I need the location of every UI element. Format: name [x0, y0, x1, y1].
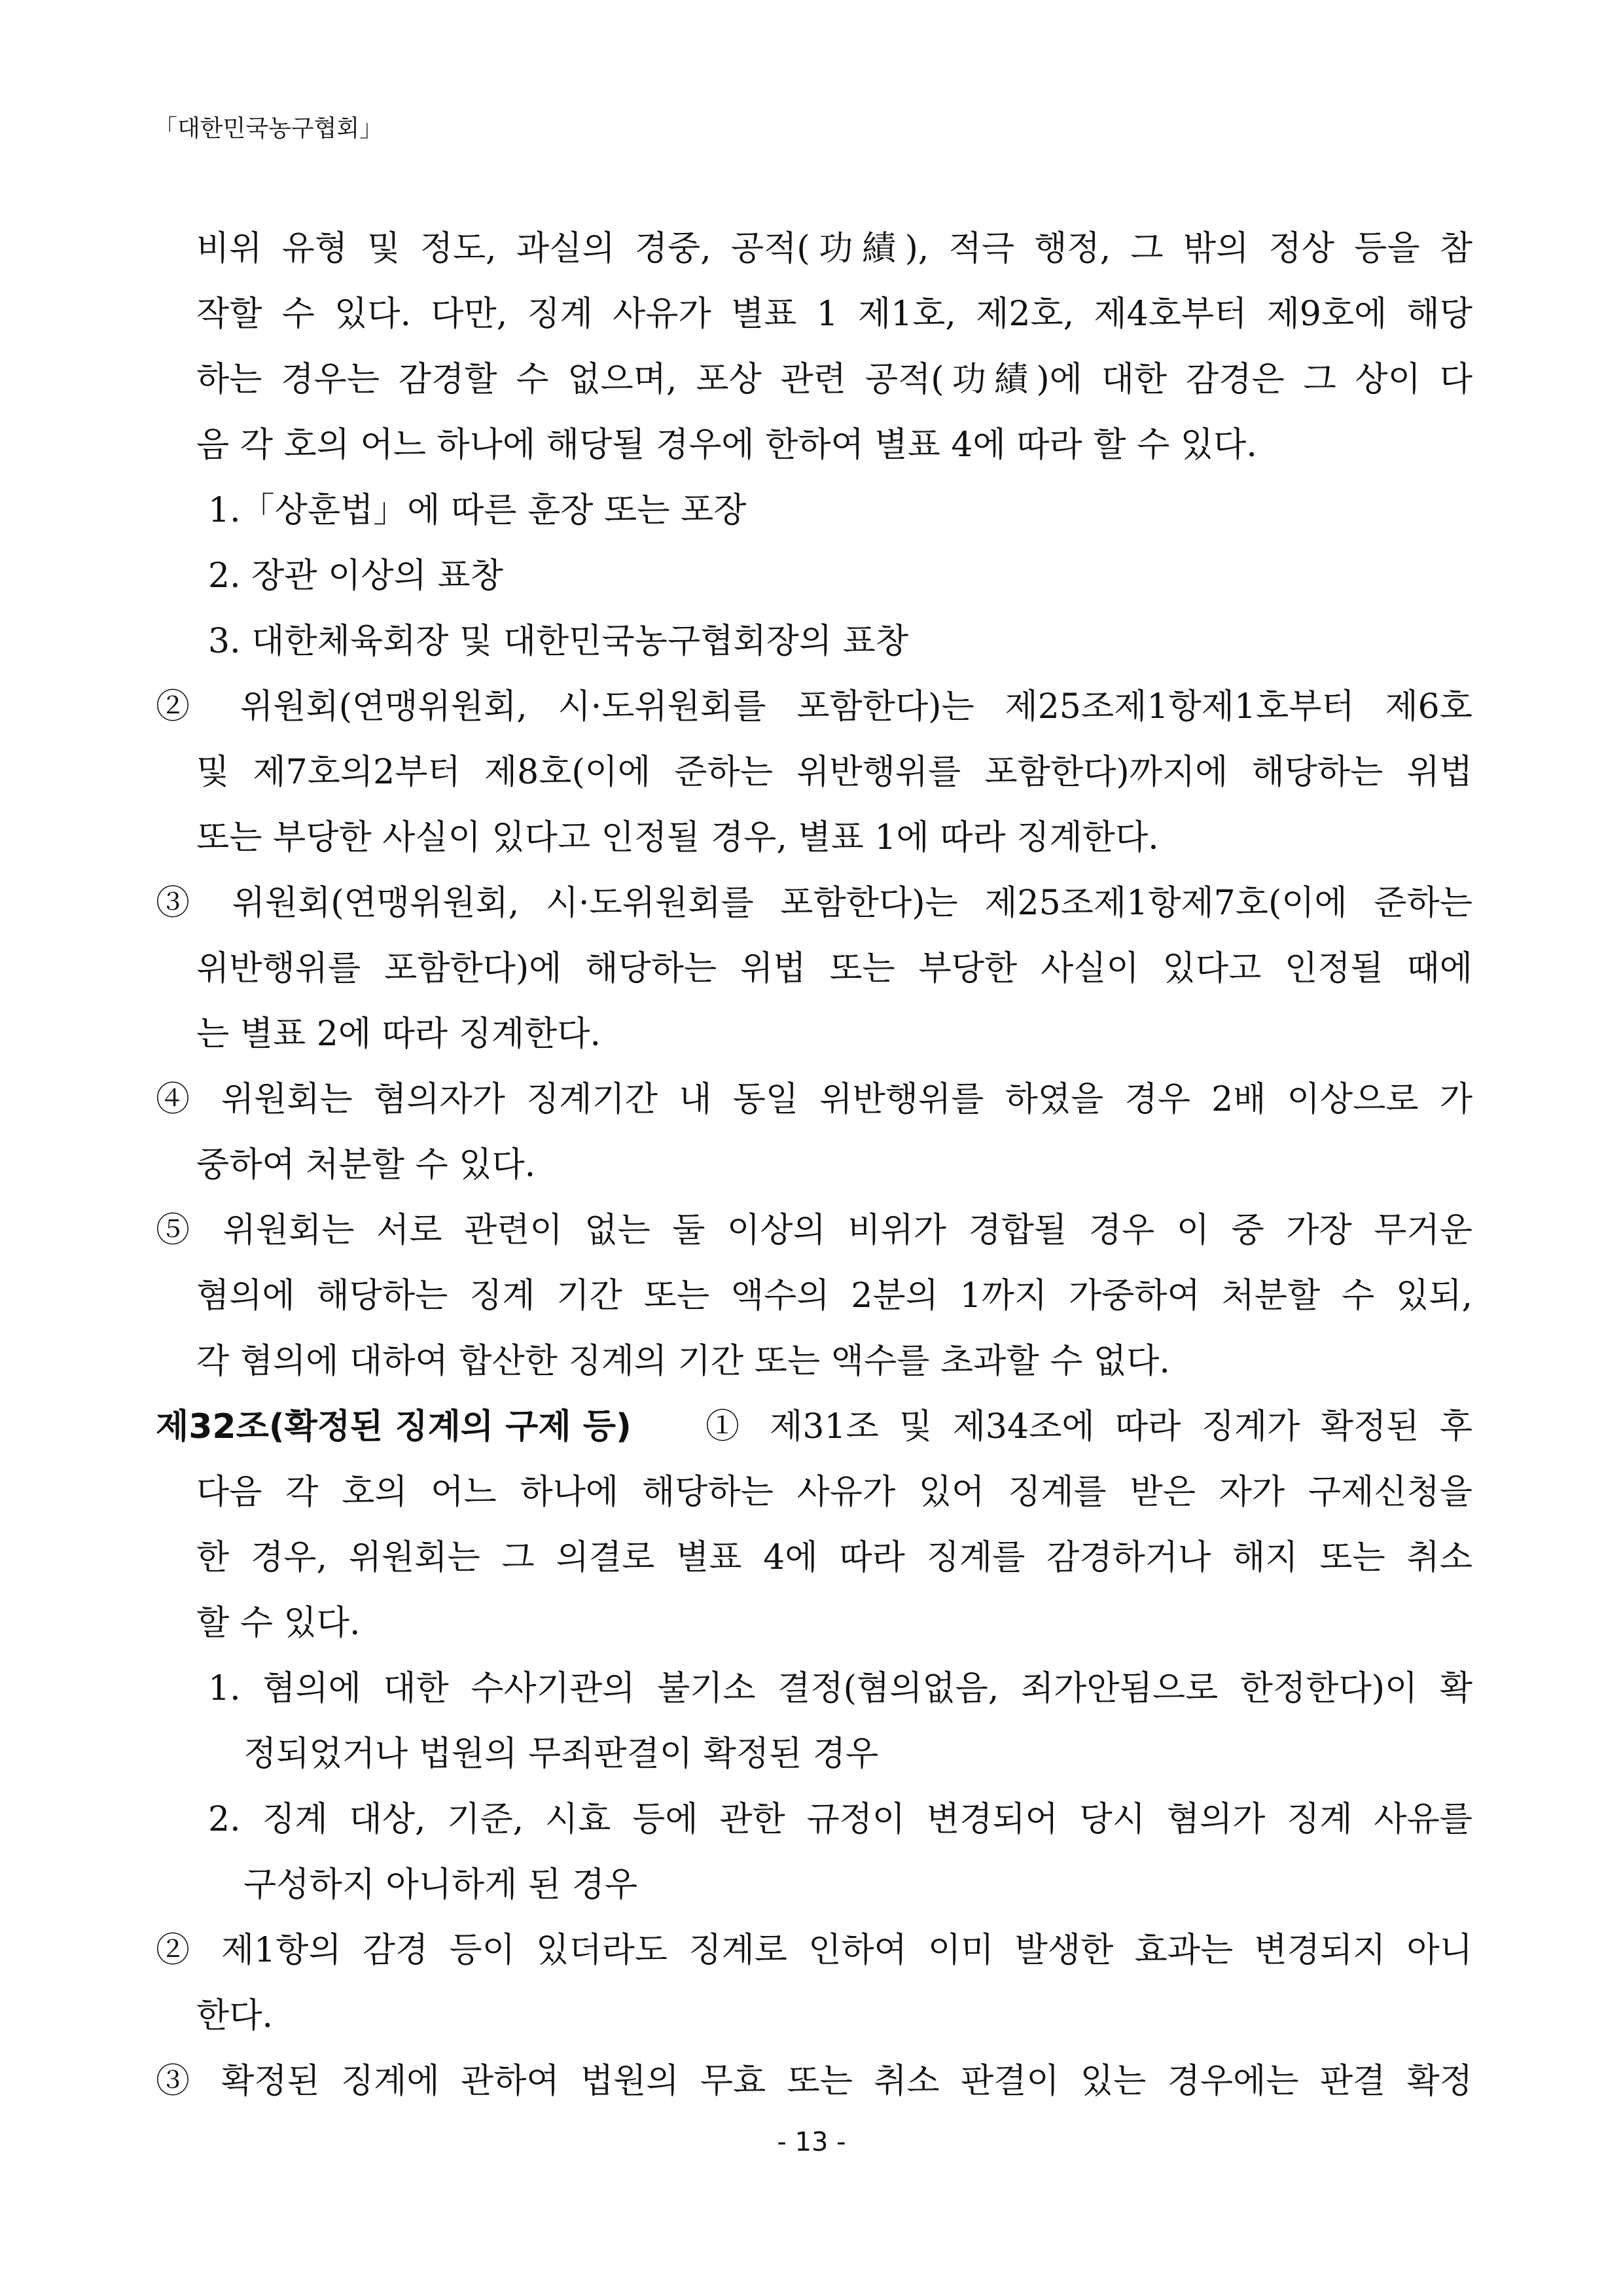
- text-line: 할 수 있다.: [196, 1604, 361, 1643]
- list-item: 2. 장관 이상의 표창: [208, 556, 503, 596]
- page-number: - 13 -: [777, 2127, 846, 2157]
- paragraph-line: ③ 위원회(연맹위원회, 시·도위원회를 포함한다)는 제25조제1항제7호(이에 준하는: [156, 884, 1472, 923]
- text-line: 혐의에 해당하는 징계 기간 또는 액수의 2분의 1까지 가중하여 처분할 수 있되,: [196, 1276, 1472, 1316]
- text-line: 위반행위를 포함한다)에 해당하는 위법 또는 부당한 사실이 있다고 인정될 때에: [196, 949, 1472, 988]
- list-item-continuation: 구성하지 아니하게 된 경우: [243, 1865, 638, 1905]
- text-line: 작할 수 있다. 다만, 징계 사유가 별표 1 제1호, 제2호, 제4호부터 제9호에 해당: [196, 295, 1472, 334]
- text-line: 하는 경우는 감경할 수 없으며, 포상 관련 공적(功績)에 대한 감경은 그 상이 다: [196, 360, 1472, 399]
- text-line: 한다.: [196, 1996, 273, 2036]
- text-line: 및 제7호의2부터 제8호(이에 준하는 위반행위를 포함한다)까지에 해당하는 위법: [196, 753, 1472, 792]
- text-line: 음 각 호의 어느 하나에 해당될 경우에 한하여 별표 4에 따라 할 수 있다.: [196, 425, 1257, 465]
- text-line: 비위 유형 및 정도, 과실의 경중, 공적(功績), 적극 행정, 그 밖의 정상 등을 참: [196, 229, 1472, 268]
- text-line: 중하여 처분할 수 있다.: [196, 1145, 536, 1185]
- text-line: 한 경우, 위원회는 그 의결로 별표 4에 따라 징계를 감경하거나 해지 또는 취소: [196, 1538, 1472, 1577]
- text-line: ① 제31조 및 제34조에 따라 징계가 확정된 후: [705, 1407, 1472, 1446]
- paragraph-line: ④ 위원회는 혐의자가 징계기간 내 동일 위반행위를 하였을 경우 2배 이상으로 가: [156, 1080, 1472, 1119]
- article-title: 제32조(확정된 징계의 구제 등): [156, 1407, 632, 1446]
- list-item: 2. 징계 대상, 기준, 시효 등에 관한 규정이 변경되어 당시 혐의가 징계 사유를: [208, 1800, 1472, 1839]
- text-line: 다음 각 호의 어느 하나에 해당하는 사유가 있어 징계를 받은 자가 구제신청을: [196, 1473, 1473, 1512]
- list-item: 1.「상훈법」에 따른 훈장 또는 포장: [208, 491, 747, 530]
- running-header: 「대한민국농구협회」: [154, 115, 383, 142]
- list-item: 1. 혐의에 대한 수사기관의 불기소 결정(혐의없음, 죄가안됨으로 한정한다)이 확: [208, 1669, 1472, 1708]
- text-line: 는 별표 2에 따라 징계한다.: [196, 1014, 601, 1054]
- text-line: 각 혐의에 대하여 합산한 징계의 기간 또는 액수를 초과할 수 없다.: [196, 1342, 1170, 1381]
- text-line: 또는 부당한 사실이 있다고 인정될 경우, 별표 1에 따라 징계한다.: [196, 818, 1159, 857]
- list-item: 3. 대한체육회장 및 대한민국농구협회장의 표창: [208, 622, 909, 661]
- paragraph-line: ⑤ 위원회는 서로 관련이 없는 둘 이상의 비위가 경합될 경우 이 중 가장 무거운: [156, 1211, 1472, 1250]
- paragraph-line: ③ 확정된 징계에 관하여 법원의 무효 또는 취소 판결이 있는 경우에는 판결 확정: [156, 2062, 1472, 2101]
- paragraph-line: ② 제1항의 감경 등이 있더라도 징계로 인하여 이미 발생한 효과는 변경되지 아니: [156, 1931, 1472, 1970]
- paragraph-line: ② 위원회(연맹위원회, 시·도위원회를 포함한다)는 제25조제1항제1호부터 제6호: [156, 687, 1472, 726]
- list-item-continuation: 정되었거나 법원의 무죄판결이 확정된 경우: [243, 1734, 879, 1774]
